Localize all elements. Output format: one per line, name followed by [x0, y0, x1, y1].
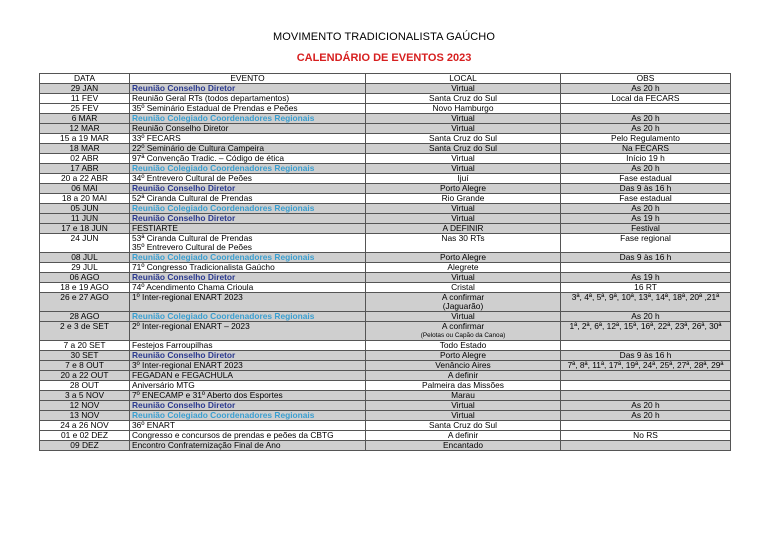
cell-notes-line: Fase estadual	[619, 173, 672, 183]
cell-notes	[561, 283, 731, 293]
cell-event-line: Reunião Conselho Diretor	[132, 272, 236, 282]
cell-location	[366, 322, 561, 341]
cell-event-line: Reunião Conselho Diretor	[132, 123, 229, 133]
cell-date: 05 JUN	[40, 204, 130, 214]
cell-event	[130, 381, 366, 391]
cell-event	[130, 154, 366, 164]
cell-date: 01 e 02 DEZ	[40, 431, 130, 441]
cell-notes-line: Fase estadual	[619, 193, 672, 203]
cell-location-line: Virtual	[451, 203, 475, 213]
cell-notes-line: Das 9 às 16 h	[619, 350, 672, 360]
cell-location	[366, 283, 561, 293]
cell-event	[130, 124, 366, 134]
cell-date: 28 AGO	[40, 312, 130, 322]
cell-location	[366, 134, 561, 144]
cell-date: 18 a 20 MAI	[40, 194, 130, 204]
cell-location-line: A confirmar	[441, 321, 485, 331]
table-row	[40, 431, 731, 441]
cell-event	[130, 144, 366, 154]
cell-location-line: Porto Alegre	[439, 183, 487, 193]
cell-location-line: Virtual	[451, 272, 475, 282]
cell-notes	[561, 174, 731, 184]
cell-notes	[561, 94, 731, 104]
table-row	[40, 391, 731, 401]
cell-notes-line: 16 RT	[634, 282, 657, 292]
cell-notes-line: Das 9 às 16 h	[619, 252, 672, 262]
cell-event	[130, 94, 366, 104]
cell-event-line: FEGADAN e FEGACHULA	[132, 370, 233, 380]
cell-date: 18 MAR	[40, 144, 130, 154]
cell-notes-line: As 20 h	[631, 311, 660, 321]
cell-notes	[561, 144, 731, 154]
cell-location-line: Virtual	[451, 83, 475, 93]
cell-location	[366, 104, 561, 114]
cell-location-line: Alegrete	[447, 262, 479, 272]
events-table	[39, 73, 731, 451]
cell-location-line: Novo Hamburgo	[432, 103, 494, 113]
cell-date: 29 JAN	[40, 84, 130, 94]
cell-event-line: Festejos Farroupilhas	[132, 340, 213, 350]
cell-notes	[561, 351, 731, 361]
cell-event	[130, 371, 366, 381]
cell-date: 08 JUL	[40, 253, 130, 263]
cell-location-line: Palmeira das Missões	[422, 380, 504, 390]
cell-date: 02 ABR	[40, 154, 130, 164]
cell-date: 25 FEV	[40, 104, 130, 114]
cell-location-line: Rio Grande	[441, 193, 485, 203]
cell-event-line: Congresso e concursos de prendas e peões da CBTG	[132, 430, 334, 440]
cell-notes	[561, 391, 731, 401]
cell-location	[366, 351, 561, 361]
cell-event	[130, 224, 366, 234]
table-row	[40, 164, 731, 174]
cell-notes	[561, 381, 731, 391]
cell-location-line: A definir	[447, 370, 479, 380]
cell-location	[366, 421, 561, 431]
cell-notes	[561, 124, 731, 134]
cell-event	[130, 283, 366, 293]
cell-location	[366, 224, 561, 234]
table-row	[40, 312, 731, 322]
cell-notes	[561, 312, 731, 322]
cell-event	[130, 293, 366, 312]
cell-event-line: Reunião Colegiado Coordenadores Regionais	[132, 410, 315, 420]
cell-notes-line: 1ª, 2ª, 6ª, 12ª, 15ª, 16ª, 22ª, 23ª, 26ª, 30ª	[569, 321, 722, 331]
cell-event	[130, 351, 366, 361]
cell-location	[366, 391, 561, 401]
cell-date: 13 NOV	[40, 411, 130, 421]
table-row	[40, 224, 731, 234]
table-row	[40, 194, 731, 204]
cell-date: 7 e 8 OUT	[40, 361, 130, 371]
cell-date: 20 a 22 ABR	[40, 174, 130, 184]
table-row	[40, 114, 731, 124]
table-row	[40, 214, 731, 224]
cell-event-line: Reunião Conselho Diretor	[132, 350, 236, 360]
cell-notes	[561, 253, 731, 263]
table-row	[40, 401, 731, 411]
cell-location-line: Cristal	[451, 282, 475, 292]
cell-location	[366, 341, 561, 351]
cell-notes	[561, 154, 731, 164]
cell-event	[130, 273, 366, 283]
cell-event	[130, 263, 366, 273]
cell-date: 24 a 26 NOV	[40, 421, 130, 431]
cell-location	[366, 312, 561, 322]
cell-location	[366, 194, 561, 204]
cell-event-line: 74º Acendimento Chama Crioula	[132, 282, 254, 292]
cell-event-line: 33º FECARS	[132, 133, 181, 143]
cell-location	[366, 361, 561, 371]
cell-notes-line: As 20 h	[631, 113, 660, 123]
cell-location	[366, 154, 561, 164]
cell-location-line: Virtual	[451, 153, 475, 163]
table-row	[40, 104, 731, 114]
table-row	[40, 94, 731, 104]
cell-event-line: 2º Inter-regional ENART – 2023	[132, 321, 250, 331]
table-row	[40, 361, 731, 371]
cell-notes	[561, 431, 731, 441]
cell-location-line: Santa Cruz do Sul	[429, 143, 497, 153]
cell-location-line: Porto Alegre	[439, 350, 487, 360]
cell-notes	[561, 134, 731, 144]
cell-event	[130, 322, 366, 341]
cell-notes-line: As 20 h	[631, 163, 660, 173]
cell-event-line: Reunião Colegiado Coordenadores Regionais	[132, 113, 315, 123]
cell-event-line: 34º Entrevero Cultural de Peões	[132, 173, 252, 183]
cell-location-line: Virtual	[451, 400, 475, 410]
table-row	[40, 174, 731, 184]
cell-location-line: (Pelotas ou Capão da Canoa)	[420, 332, 506, 339]
cell-notes-line: As 19 h	[631, 272, 660, 282]
cell-notes	[561, 401, 731, 411]
cell-event	[130, 253, 366, 263]
cell-event	[130, 312, 366, 322]
cell-event	[130, 431, 366, 441]
cell-location-line: Virtual	[451, 213, 475, 223]
cell-event-line: 7º ENECAMP e 31º Aberto dos Esportes	[132, 390, 283, 400]
cell-date: 28 OUT	[40, 381, 130, 391]
cell-date: 20 a 22 OUT	[40, 371, 130, 381]
cell-location	[366, 381, 561, 391]
table-row	[40, 341, 731, 351]
document-title: MOVIMENTO TRADICIONALISTA GAÚCHO	[272, 31, 495, 43]
cell-event-line: Reunião Colegiado Coordenadores Regionais	[132, 203, 315, 213]
cell-event-line: 53ª Ciranda Cultural de Prendas	[132, 233, 253, 243]
cell-notes	[561, 84, 731, 94]
cell-notes-line: Pelo Regulamento	[611, 133, 680, 143]
table-row	[40, 263, 731, 273]
cell-location	[366, 401, 561, 411]
cell-location-line: Santa Cruz do Sul	[429, 133, 497, 143]
cell-notes-line: As 20 h	[631, 410, 660, 420]
events-table-body	[40, 84, 731, 451]
cell-notes-line: Das 9 às 16 h	[619, 183, 672, 193]
cell-event-line: FESTIARTE	[132, 223, 178, 233]
cell-location	[366, 441, 561, 451]
table-row	[40, 184, 731, 194]
cell-event-line: Reunião Colegiado Coordenadores Regionais	[132, 311, 315, 321]
table-row	[40, 253, 731, 263]
cell-event-line: 52ª Ciranda Cultural de Prendas	[132, 193, 253, 203]
cell-location-line: Santa Cruz do Sul	[429, 93, 497, 103]
cell-date: 15 a 19 MAR	[40, 134, 130, 144]
cell-location	[366, 214, 561, 224]
table-row	[40, 441, 731, 451]
cell-event-line: Reunião Conselho Diretor	[132, 400, 236, 410]
cell-event	[130, 391, 366, 401]
cell-event	[130, 114, 366, 124]
cell-location-line: Nas 30 RTs	[441, 233, 485, 243]
calendar-subtitle: CALENDÁRIO DE EVENTOS 2023	[296, 52, 472, 64]
cell-event-line: Aniversário MTG	[132, 380, 195, 390]
cell-date: 26 e 27 AGO	[40, 293, 130, 312]
cell-event-line: Encontro Confraternização Final de Ano	[132, 440, 281, 450]
cell-location-line: Virtual	[451, 311, 475, 321]
table-row	[40, 204, 731, 214]
cell-notes	[561, 341, 731, 351]
cell-location	[366, 164, 561, 174]
cell-date: 06 AGO	[40, 273, 130, 283]
cell-event	[130, 361, 366, 371]
cell-location	[366, 174, 561, 184]
cell-event	[130, 134, 366, 144]
column-header-evento: EVENTO	[130, 74, 366, 84]
cell-location	[366, 144, 561, 154]
cell-notes	[561, 293, 731, 312]
cell-date: 11 FEV	[40, 94, 130, 104]
cell-location-line: (Jaguarão)	[442, 301, 484, 311]
cell-event-line: 36º ENART	[132, 420, 175, 430]
cell-notes	[561, 184, 731, 194]
cell-notes-line: As 20 h	[631, 123, 660, 133]
cell-notes	[561, 371, 731, 381]
cell-event	[130, 441, 366, 451]
cell-event-line: Reunião Geral RTs (todos departamentos)	[132, 93, 290, 103]
cell-notes-line: 3ª, 4ª, 5ª, 9ª, 10ª, 13ª, 14ª, 18ª, 20ª ,21ª	[571, 292, 720, 302]
table-row	[40, 273, 731, 283]
column-header-obs: OBS	[561, 74, 731, 84]
cell-location-line: Virtual	[451, 113, 475, 123]
cell-date: 24 JUN	[40, 234, 130, 253]
table-row	[40, 124, 731, 134]
cell-location-line: A definir	[447, 430, 479, 440]
table-row	[40, 371, 731, 381]
table-row	[40, 154, 731, 164]
cell-location-line: Marau	[451, 390, 475, 400]
cell-notes	[561, 164, 731, 174]
cell-notes	[561, 411, 731, 421]
cell-event-line: Reunião Colegiado Coordenadores Regionais	[132, 163, 315, 173]
cell-event-line: 1º Inter-regional ENART 2023	[132, 292, 243, 302]
cell-event-line: 35º Entrevero Cultural de Peões	[132, 242, 252, 252]
cell-date: 2 e 3 de SET	[40, 322, 130, 341]
cell-event-line: Reunião Conselho Diretor	[132, 213, 236, 223]
table-header-row	[40, 74, 731, 84]
cell-notes-line: Local da FECARS	[611, 93, 680, 103]
cell-date: 17 ABR	[40, 164, 130, 174]
cell-event	[130, 341, 366, 351]
cell-event-line: 35º Seminário Estadual de Prendas e Peões	[132, 103, 298, 113]
cell-location-line: Ijuí	[457, 173, 469, 183]
cell-notes-line: Fase regional	[620, 233, 671, 243]
cell-location	[366, 293, 561, 312]
table-row	[40, 351, 731, 361]
cell-date: 6 MAR	[40, 114, 130, 124]
cell-location-line: Virtual	[451, 123, 475, 133]
cell-date: 06 MAI	[40, 184, 130, 194]
cell-date: 30 SET	[40, 351, 130, 361]
cell-notes	[561, 204, 731, 214]
cell-notes	[561, 322, 731, 341]
cell-notes	[561, 361, 731, 371]
cell-notes	[561, 421, 731, 431]
cell-event	[130, 234, 366, 253]
table-row	[40, 322, 731, 341]
cell-notes	[561, 214, 731, 224]
column-header-data: DATA	[40, 74, 130, 84]
cell-event	[130, 164, 366, 174]
cell-date: 29 JUL	[40, 263, 130, 273]
cell-notes-line: Na FECARS	[621, 143, 669, 153]
cell-event	[130, 84, 366, 94]
table-row	[40, 84, 731, 94]
cell-notes	[561, 224, 731, 234]
cell-event-line: 71º Congresso Tradicionalista Gaúcho	[132, 262, 275, 272]
table-row	[40, 381, 731, 391]
cell-date: 18 e 19 AGO	[40, 283, 130, 293]
cell-event-line: Reunião Conselho Diretor	[132, 183, 236, 193]
cell-date: 3 a 5 NOV	[40, 391, 130, 401]
cell-notes-line: No RS	[633, 430, 658, 440]
cell-date: 17 e 18 JUN	[40, 224, 130, 234]
table-row	[40, 134, 731, 144]
cell-date: 7 a 20 SET	[40, 341, 130, 351]
table-row	[40, 144, 731, 154]
cell-event-line: Reunião Colegiado Coordenadores Regionais	[132, 252, 315, 262]
table-row	[40, 421, 731, 431]
cell-event	[130, 184, 366, 194]
cell-notes-line: As 20 h	[631, 203, 660, 213]
cell-date: 09 DEZ	[40, 441, 130, 451]
cell-event	[130, 204, 366, 214]
cell-date: 12 MAR	[40, 124, 130, 134]
cell-location-line: Virtual	[451, 163, 475, 173]
cell-notes-line: Início 19 h	[626, 153, 665, 163]
cell-event	[130, 411, 366, 421]
cell-location	[366, 124, 561, 134]
cell-location-line: Porto Alegre	[439, 252, 487, 262]
cell-location	[366, 204, 561, 214]
cell-event	[130, 104, 366, 114]
cell-location-line: Venâncio Aires	[435, 360, 491, 370]
cell-date: 12 NOV	[40, 401, 130, 411]
cell-notes-line: Festival	[631, 223, 660, 233]
cell-date: 11 JUN	[40, 214, 130, 224]
cell-location	[366, 234, 561, 253]
cell-notes-line: As 20 h	[631, 400, 660, 410]
cell-event	[130, 401, 366, 411]
cell-location	[366, 431, 561, 441]
cell-event	[130, 194, 366, 204]
cell-location-line: Santa Cruz do Sul	[429, 420, 497, 430]
table-row	[40, 411, 731, 421]
cell-notes	[561, 104, 731, 114]
cell-location-line: Todo Estado	[439, 340, 487, 350]
cell-location	[366, 371, 561, 381]
table-row	[40, 234, 731, 253]
cell-notes	[561, 194, 731, 204]
cell-event	[130, 421, 366, 431]
cell-notes	[561, 234, 731, 253]
cell-location	[366, 184, 561, 194]
cell-notes	[561, 273, 731, 283]
cell-event	[130, 174, 366, 184]
cell-location	[366, 273, 561, 283]
cell-location	[366, 114, 561, 124]
cell-location-line: A DEFINIR	[442, 223, 484, 233]
table-row	[40, 293, 731, 312]
cell-location	[366, 411, 561, 421]
cell-location	[366, 84, 561, 94]
cell-notes-line: As 19 h	[631, 213, 660, 223]
cell-event-line: 97ª Convenção Tradic. – Código de ética	[132, 153, 285, 163]
cell-notes-line: As 20 h	[631, 83, 660, 93]
cell-notes-line: 7ª, 8ª, 11ª, 17ª, 19ª, 24ª, 25ª, 27ª, 28ª, 29ª	[567, 360, 724, 370]
cell-location	[366, 94, 561, 104]
cell-location-line: Virtual	[451, 410, 475, 420]
cell-notes	[561, 263, 731, 273]
column-header-local: LOCAL	[366, 74, 561, 84]
cell-location	[366, 253, 561, 263]
cell-location-line: Encantado	[442, 440, 484, 450]
cell-notes	[561, 114, 731, 124]
cell-location	[366, 263, 561, 273]
cell-event-line: Reunião Conselho Diretor	[132, 83, 236, 93]
table-row	[40, 283, 731, 293]
cell-event-line: 3º Inter-regional ENART 2023	[132, 360, 243, 370]
cell-location-line: A confirmar	[441, 292, 485, 302]
cell-event-line: 22º Seminário de Cultura Campeira	[132, 143, 265, 153]
cell-notes	[561, 441, 731, 451]
cell-event	[130, 214, 366, 224]
